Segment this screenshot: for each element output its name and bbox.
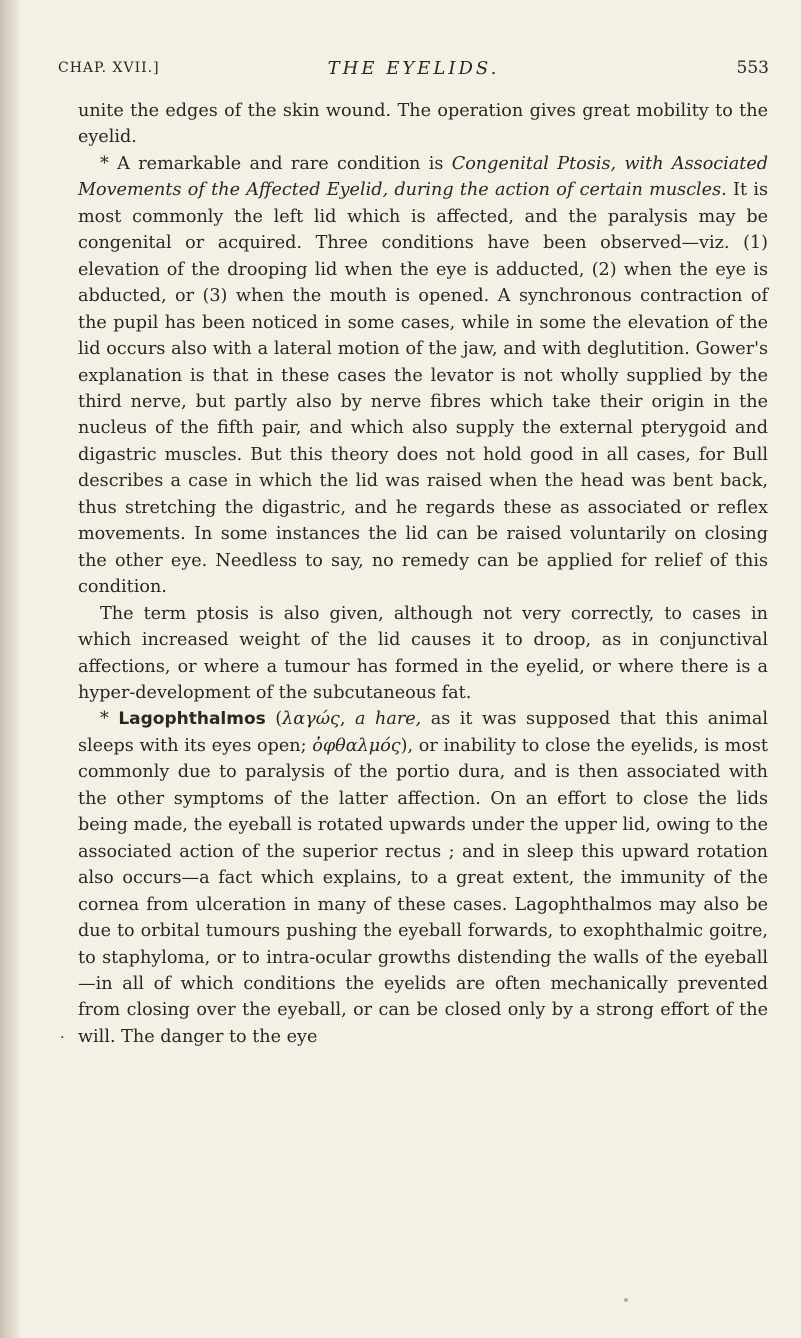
lagophthalmos-heading: Lagophthalmos <box>118 709 266 730</box>
paragraph-2-start: * A remarkable and rare condition is <box>100 153 452 174</box>
page-title: THE EYELIDS. <box>327 58 500 79</box>
body-text <box>78 98 768 1050</box>
greek-term-eye: ὀφθαλμός <box>312 735 401 756</box>
page-speck <box>624 1298 628 1302</box>
greek-term-hare: λαγώς <box>282 709 340 730</box>
paragraph-2 <box>78 151 768 601</box>
margin-mark: . <box>60 1026 65 1042</box>
paragraph-4-mid: as it was supposed that this animal sleeps with its eyes open; <box>78 709 769 756</box>
page-binding-shadow <box>0 0 22 1338</box>
congenital-ptosis-heading: Congenital Ptosis, with Associated Movements of the Affected Eyelid, during the action of certain muscles. <box>78 153 768 201</box>
running-header <box>58 58 769 84</box>
page-number: 553 <box>736 58 769 78</box>
paragraph-1: unite the edges of the skin wound. The operation gives great mobility to the eyelid. <box>78 101 768 148</box>
paragraph-4-rest: ), or inability to close the eyelids, is most commonly due to paralysis of the portio dura, and is then associated with the other symptoms of the latter affection. On an effort to close the lids being made, the eyeball is rotated upwards under the upper lid, owing to the associated action of the superior rectus ; and in sleep this upward rotation also occurs—a fact which explains, to a great extent, the immunity of the cornea from ulceration in many of these cases. Lagophthalmos may also be due to orbital tumours pushing the eyeball forwards, to exophthalmic goitre, to staphyloma, or to intra-ocular growths distending the walls of the eyeball—in all of which conditions the eyelids are often mechanically prevented from closing over the eyeball, or can be closed only by a strong effort of the will. The danger to the eye <box>78 735 768 1047</box>
comma: , <box>339 709 356 730</box>
hare-gloss: a hare, <box>355 709 422 730</box>
chapter-label: CHAP. XVII.] <box>58 60 160 76</box>
footnote-star: * <box>100 709 119 730</box>
paragraph-3: The term ptosis is also given, although not very correctly, to cases in which increased weight of the lid causes it to droop, as in conjunctival affections, or where a tumour has formed in the eyelid, or where there is a hyper-development of the subcutaneous fat. <box>78 603 768 703</box>
open-paren: ( <box>265 709 283 730</box>
paragraph-4 <box>78 706 768 1050</box>
paragraph-2-rest: It is most commonly the left lid which is affected, and the paralysis may be congenital or acquired. Three conditions have been observed—viz. (1) elevation of the drooping lid when the eye is adducted, (2) when the eye is abducted, or (3) when the mouth is opened. A synchronous contraction of the pupil has been noticed in some cases, while in some the elevation of the lid occurs also with a lateral motion of the jaw, and with deglutition. Gower's explanation is that in these cases the levator is not wholly supplied by the third nerve, but partly also by nerve fibres which take their origin in the nucleus of the fifth pair, and which also supply the external pterygoid and digastric muscles. But this theory does not hold good in all cases, for Bull describes a case in which the lid was raised when the head was bent back, thus stretching the digastric, and he regards these as associated or reflex movements. In some instances the lid can be raised voluntarily on closing the other eye. Needless to say, no remedy can be applied for relief of this condition. <box>78 180 768 598</box>
